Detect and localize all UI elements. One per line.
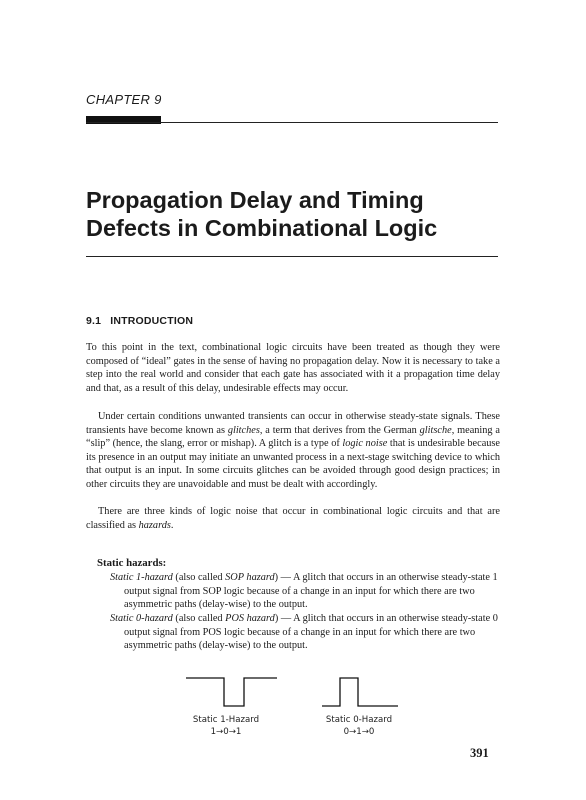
section-number: 9.1 — [86, 315, 102, 327]
chapter-label: CHAPTER 9 — [86, 92, 162, 107]
static-1-hazard-sequence: 1→0→1 — [210, 727, 242, 737]
text-run: Under certain conditions unwanted transients can occur in otherwise steady-state signals. These transients have become known as — [86, 411, 500, 436]
text-run: . — [170, 519, 174, 531]
page-number: 391 — [470, 746, 489, 760]
hazard-waveforms — [180, 672, 420, 712]
section-title: INTRODUCTION — [110, 315, 194, 327]
text-run: , meaning a “slip” (hence, the slang, error or mishap). A glitch is a type of — [86, 424, 501, 449]
static-1-hazard-label: Static 1-Hazard — [192, 715, 260, 725]
paragraph-intro: To this point in the text, combinational logic circuits have been treated as though they were composed of “ideal” gates in the sense of having no propagation delay. Now it is necessary to take a step into the real world and consider that each gate has associated with it a propagation time delay and that, as a result of this delay, undesirable effects may occur. — [86, 342, 500, 394]
term-hazards: hazards — [138, 519, 171, 531]
term-sop-hazard: SOP hazard — [225, 572, 275, 583]
static-0-hazard-label: Static 0-Hazard — [325, 715, 393, 725]
term-static-0-hazard: Static 0-hazard — [110, 613, 173, 624]
definition-static-0-hazard — [110, 612, 504, 653]
term-glitches: glitches — [227, 424, 260, 436]
term-static-1-hazard: Static 1-hazard — [110, 572, 173, 583]
title-rule — [86, 256, 498, 257]
static-1-hazard-caption — [180, 714, 272, 738]
text-run: There are three kinds of logic noise that occur in combinational logic circuits and that are classified as — [86, 506, 500, 531]
term-logic-noise: logic noise — [342, 438, 388, 449]
text-run: that is undesirable because its presence in an output may initiate an unwanted process in a next-stage switching device to which that output is an input. In some circuits glitches can be avoided through good design practices; in other circuits they are unavoidable and must be dealt with accordingly. — [86, 438, 500, 490]
section-heading — [86, 315, 193, 327]
chapter-title — [86, 186, 506, 242]
static-1-hazard-waveform — [186, 678, 277, 706]
chapter-title-line-2: Defects in Combinational Logic — [86, 215, 438, 241]
chapter-title-line-1: Propagation Delay and Timing — [86, 187, 424, 213]
term-glitsche: glitsche — [419, 424, 452, 436]
text-run: (also called — [172, 572, 226, 583]
definition-static-1-hazard — [110, 571, 504, 612]
static-0-hazard-waveform — [322, 678, 398, 706]
chapter-rule — [86, 122, 498, 123]
paragraph-glitches — [86, 410, 500, 491]
static-hazards-heading: Static hazards: — [97, 557, 167, 569]
text-run: ) — A glitch that occurs in an otherwise steady-state 1 output signal from SOP logic because of a change in an input for which there are two asymmetric paths (delay-wise) to the output. — [124, 572, 498, 610]
text-run: , a term that derives from the German — [259, 424, 420, 436]
text-run: ) — A glitch that occurs in an otherwise steady-state 0 output signal from POS logic because of a change in an input for which there are two asymmetric paths (delay-wise) to the output. — [124, 613, 498, 651]
paragraph-hazards — [86, 505, 500, 532]
text-run: (also called — [172, 613, 226, 624]
static-0-hazard-caption — [313, 714, 405, 738]
term-pos-hazard: POS hazard — [225, 613, 275, 624]
static-0-hazard-sequence: 0→1→0 — [343, 727, 375, 737]
